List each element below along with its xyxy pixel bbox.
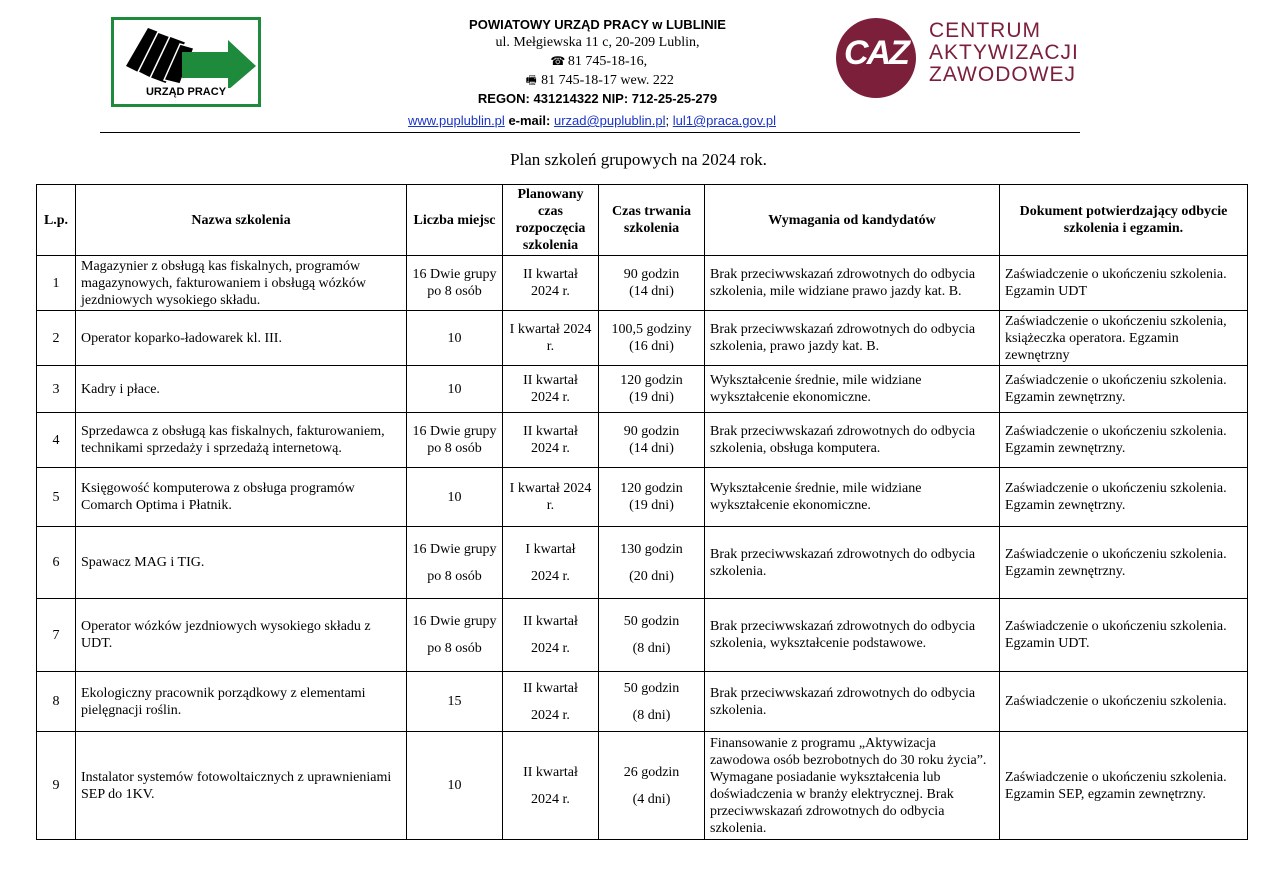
duration-days: (19 dni) — [629, 390, 674, 405]
duration-hours: 120 godzin — [620, 373, 683, 388]
cell-duration — [599, 311, 705, 366]
duration-days: (8 dni) — [632, 707, 671, 723]
cell-duration — [599, 599, 705, 672]
cell-lp: 2 — [37, 311, 76, 366]
cell-places — [407, 599, 503, 672]
cell-lp: 6 — [37, 527, 76, 599]
cell-places: 10 — [407, 732, 503, 840]
cell-document: Zaświadczenie o ukończeniu szkolenia. Egzamin UDT — [1000, 256, 1248, 311]
cell-name: Operator koparko-ładowarek kl. III. — [76, 311, 407, 366]
cell-lp: 7 — [37, 599, 76, 672]
cell-document: Zaświadczenie o ukończeniu szkolenia. Egzamin zewnętrzny. — [1000, 366, 1248, 413]
header-name: Nazwa szkolenia — [76, 185, 407, 256]
cell-name: Instalator systemów fotowoltaicznych z uprawnieniami SEP do 1KV. — [76, 732, 407, 840]
caz-line-3: ZAWODOWEJ — [929, 63, 1077, 86]
office-header — [370, 16, 825, 108]
cell-start — [503, 599, 599, 672]
cell-requirements: Wykształcenie średnie, mile widziane wykształcenie ekonomiczne. — [705, 468, 1000, 527]
cell-document: Zaświadczenie o ukończeniu szkolenia. — [1000, 672, 1248, 732]
cell-places: 16 Dwie grupy po 8 osób — [407, 413, 503, 468]
duration-hours: 90 godzin — [623, 424, 680, 439]
cell-start: I kwartał 2024 r. — [503, 311, 599, 366]
email-link-2[interactable]: lul1@praca.gov.pl — [672, 113, 777, 128]
duration-days: (8 dni) — [632, 641, 671, 656]
fax-line — [370, 71, 825, 90]
cell-duration — [599, 672, 705, 732]
website-link[interactable]: www.puplublin.pl — [407, 113, 505, 128]
cell-start — [503, 527, 599, 599]
phone-number: 81 745-18-16, — [567, 54, 648, 69]
cell-places: 10 — [407, 311, 503, 366]
duration-days: (20 dni) — [629, 568, 674, 584]
places-top: 16 Dwie grupy — [412, 614, 497, 629]
header-document: Dokument potwierdzający odbycie szkolenia i egzamin. — [1000, 185, 1248, 256]
start-top: II kwartał — [523, 614, 578, 629]
header-divider — [100, 132, 1080, 133]
duration-hours: 120 godzin — [620, 481, 683, 496]
cell-document: Zaświadczenie o ukończeniu szkolenia, książeczka operatora. Egzamin zewnętrzny — [1000, 311, 1248, 366]
start-top: II kwartał — [523, 680, 578, 696]
email-separator: ; — [665, 113, 670, 128]
cell-requirements: Brak przeciwwskazań zdrowotnych do odbycia szkolenia. — [705, 672, 1000, 732]
cell-requirements: Brak przeciwwskazań zdrowotnych do odbycia szkolenia, wykształcenie podstawowe. — [705, 599, 1000, 672]
start-top: II kwartał — [523, 764, 578, 780]
cell-start — [503, 732, 599, 840]
cell-places: 10 — [407, 468, 503, 527]
caz-logo-text — [929, 20, 1079, 86]
cell-name: Kadry i płace. — [76, 366, 407, 413]
document-title: Plan szkoleń grupowych na 2024 rok. — [510, 150, 767, 169]
cell-start: II kwartał 2024 r. — [503, 256, 599, 311]
cell-lp: 4 — [37, 413, 76, 468]
duration-hours: 100,5 godziny — [611, 322, 692, 337]
cell-requirements: Wykształcenie średnie, mile widziane wykształcenie ekonomiczne. — [705, 366, 1000, 413]
cell-document: Zaświadczenie o ukończeniu szkolenia. Egzamin SEP, egzamin zewnętrzny. — [1000, 732, 1248, 840]
table-row — [37, 599, 1248, 672]
cell-places: 15 — [407, 672, 503, 732]
cell-document: Zaświadczenie o ukończeniu szkolenia. Egzamin UDT. — [1000, 599, 1248, 672]
places-bottom: po 8 osób — [427, 568, 482, 584]
caz-logo — [834, 16, 1079, 102]
email-link-1[interactable]: urzad@puplublin.pl — [553, 113, 666, 128]
start-bottom: 2024 r. — [531, 791, 570, 807]
start-bottom: 2024 r. — [531, 568, 570, 584]
cell-name: Sprzedawca z obsługą kas fiskalnych, fakturowaniem, technikami sprzedaży i sprzedażą internetową. — [76, 413, 407, 468]
header-requirements: Wymagania od kandydatów — [705, 185, 1000, 256]
table-header-row — [37, 185, 1248, 256]
cell-duration — [599, 527, 705, 599]
cards-arrow-icon — [118, 22, 258, 88]
pup-logo — [111, 17, 261, 107]
fax-icon: 🖷 — [525, 73, 537, 87]
duration-hours: 90 godzin — [623, 267, 680, 282]
cell-start: I kwartał 2024 r. — [503, 468, 599, 527]
logo-left-text: URZĄD PRACY — [145, 86, 227, 98]
table-row — [37, 256, 1248, 311]
table-row — [37, 527, 1248, 599]
start-bottom: 2024 r. — [531, 707, 570, 723]
cell-lp: 3 — [37, 366, 76, 413]
cell-duration — [599, 732, 705, 840]
start-top: I kwartał — [525, 541, 576, 557]
cell-document: Zaświadczenie o ukończeniu szkolenia. Egzamin zewnętrzny. — [1000, 527, 1248, 599]
office-address: ul. Mełgiewska 11 c, 20-209 Lublin, — [495, 35, 700, 50]
table-row — [37, 366, 1248, 413]
duration-hours: 26 godzin — [623, 764, 680, 780]
cell-lp: 8 — [37, 672, 76, 732]
caz-line-2: AKTYWIZACJI — [929, 41, 1079, 64]
fax-number: 81 745-18-17 wew. 222 — [541, 73, 674, 88]
header-duration: Czas trwania szkolenia — [599, 185, 705, 256]
table-row — [37, 413, 1248, 468]
duration-hours: 130 godzin — [620, 541, 683, 557]
places-bottom: po 8 osób — [427, 641, 482, 656]
cell-document: Zaświadczenie o ukończeniu szkolenia. Egzamin zewnętrzny. — [1000, 468, 1248, 527]
cell-lp: 5 — [37, 468, 76, 527]
cell-duration — [599, 468, 705, 527]
cell-duration — [599, 413, 705, 468]
header-lp: L.p. — [37, 185, 76, 256]
cell-duration — [599, 366, 705, 413]
telephone-icon: ☎ — [550, 54, 566, 68]
phone-line — [370, 52, 825, 71]
cell-start: II kwartał 2024 r. — [503, 413, 599, 468]
cell-document: Zaświadczenie o ukończeniu szkolenia. Egzamin zewnętrzny. — [1000, 413, 1248, 468]
duration-days: (14 dni) — [629, 441, 674, 456]
cell-places: 10 — [407, 366, 503, 413]
table-row — [37, 311, 1248, 366]
cell-start: II kwartał 2024 r. — [503, 366, 599, 413]
cell-places: 16 Dwie grupy po 8 osób — [407, 256, 503, 311]
cell-name: Operator wózków jezdniowych wysokiego składu z UDT. — [76, 599, 407, 672]
cell-start — [503, 672, 599, 732]
email-label: e-mail: — [508, 113, 551, 128]
office-name: POWIATOWY URZĄD PRACY w LUBLINIE — [469, 17, 726, 32]
cell-lp: 9 — [37, 732, 76, 840]
cell-requirements: Brak przeciwwskazań zdrowotnych do odbycia szkolenia, obsługa komputera. — [705, 413, 1000, 468]
header-places: Liczba miejsc — [407, 185, 503, 256]
header-start: Planowany czas rozpoczęcia szkolenia — [503, 185, 599, 256]
table-row — [37, 672, 1248, 732]
regon-nip: REGON: 431214322 NIP: 712-25-25-279 — [477, 91, 718, 106]
caz-line-1: CENTRUM — [929, 19, 1041, 42]
table-row — [37, 468, 1248, 527]
contact-links — [300, 113, 884, 128]
duration-hours: 50 godzin — [623, 614, 680, 629]
cell-requirements: Finansowanie z programu „Aktywizacja zawodowa osób bezrobotnych do 30 roku życia”. Wymagane posiadanie wykształcenia lub doświadczenia w branży elektrycznej. Brak przeciwwskazań zdrowotnych do odbycia szkolenia. — [705, 732, 1000, 840]
cell-duration — [599, 256, 705, 311]
table-row — [37, 732, 1248, 840]
cell-name: Spawacz MAG i TIG. — [76, 527, 407, 599]
cell-name: Księgowość komputerowa z obsługa programów Comarch Optima i Płatnik. — [76, 468, 407, 527]
duration-days: (4 dni) — [632, 791, 671, 807]
duration-days: (19 dni) — [629, 498, 674, 513]
training-plan-table — [36, 184, 1248, 840]
caz-logo-mark: CAZ — [844, 34, 908, 72]
places-top: 16 Dwie grupy — [412, 541, 497, 557]
cell-requirements: Brak przeciwwskazań zdrowotnych do odbycia szkolenia. — [705, 527, 1000, 599]
cell-requirements: Brak przeciwwskazań zdrowotnych do odbycia szkolenia, mile widziane prawo jazdy kat. B. — [705, 256, 1000, 311]
start-bottom: 2024 r. — [531, 641, 570, 656]
duration-days: (14 dni) — [629, 284, 674, 299]
duration-days: (16 dni) — [629, 339, 674, 354]
duration-hours: 50 godzin — [623, 680, 680, 696]
cell-name: Magazynier z obsługą kas fiskalnych, programów magazynowych, fakturowaniem i obsługą wózków jezdniowych wysokiego składu. — [76, 256, 407, 311]
cell-name: Ekologiczny pracownik porządkowy z elementami pielęgnacji roślin. — [76, 672, 407, 732]
cell-lp: 1 — [37, 256, 76, 311]
cell-places — [407, 527, 503, 599]
cell-requirements: Brak przeciwwskazań zdrowotnych do odbycia szkolenia, prawo jazdy kat. B. — [705, 311, 1000, 366]
